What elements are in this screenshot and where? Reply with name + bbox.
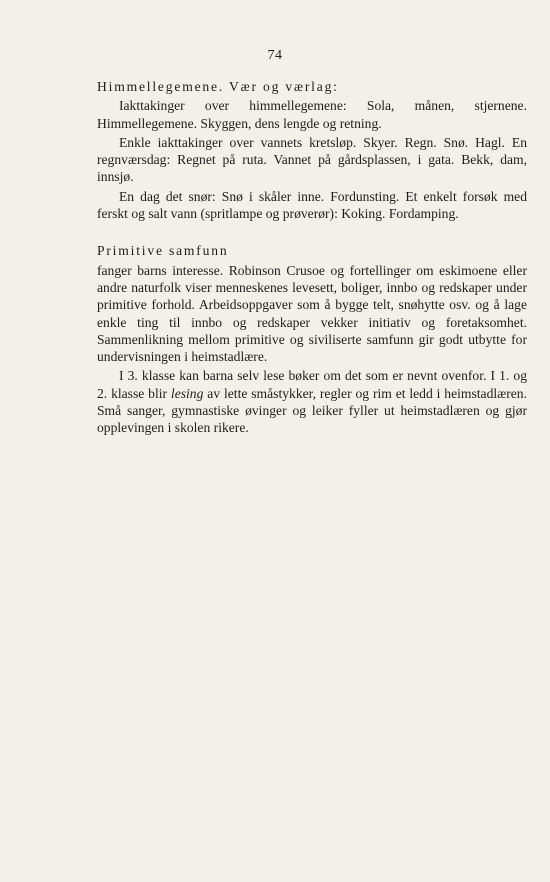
paragraph-text-end: av lette småstykker, regler og rim et ledd i heimstadlæren. Små sanger, gymnastiske øvinger og leiker fyller ut heimstadlæren og gjør opplevingen i skolen rikere. [97, 385, 527, 436]
paragraph-text-start: I 3. klasse kan barna selv lese bøker om det som er nevnt ovenfor. I 1. og 2. klasse blir [97, 368, 527, 401]
section-heading-himmellegemene: Himmellegemene. Vær og værlag: [97, 79, 339, 94]
paragraph-himmellegemene-3: En dag det snør: Snø i skåler inne. Fordunsting. Et enkelt forsøk med ferskt og salt vann (spritlampe og prøverør): Koking. Fordamping. [97, 188, 527, 222]
emphasized-word: lesing [170, 385, 204, 401]
paragraph-primitive-samfunn-1: fanger barns interesse. Robinson Crusoe og fortellinger om eskimoene eller andre naturfolk viser menneskenes levesett, boliger, innbo og redskaper under primitive forhold. Arbeidsoppgaver som å bygge telt, snøhytte osv. og å lage enkle ting til innbo og redskaper vekker initiativ og foretaksomhet. Sammenlikning mellom primitive og siviliserte samfunn gir godt utbytte for undervisningen i heimstadlære. [97, 262, 527, 365]
page-content [97, 78, 527, 439]
page-number: 74 [267, 48, 283, 63]
paragraph-himmellegemene-1: Iakttakinger over himmellegemene: Sola, månen, stjernene. Himmellegemene. Skyggen, dens lengde og retning. [97, 98, 527, 131]
section-heading-primitive-samfunn: Primitive samfunn [97, 243, 229, 259]
paragraph-primitive-samfunn-2 [97, 367, 527, 436]
paragraph-himmellegemene-2: Enkle iakttakinger over vannets kretsløp. Skyer. Regn. Snø. Hagl. En regnværsdag: Regnet på ruta. Vannet på gårdsplassen, i gata. Bekk, dam, innsjø. [97, 134, 527, 185]
